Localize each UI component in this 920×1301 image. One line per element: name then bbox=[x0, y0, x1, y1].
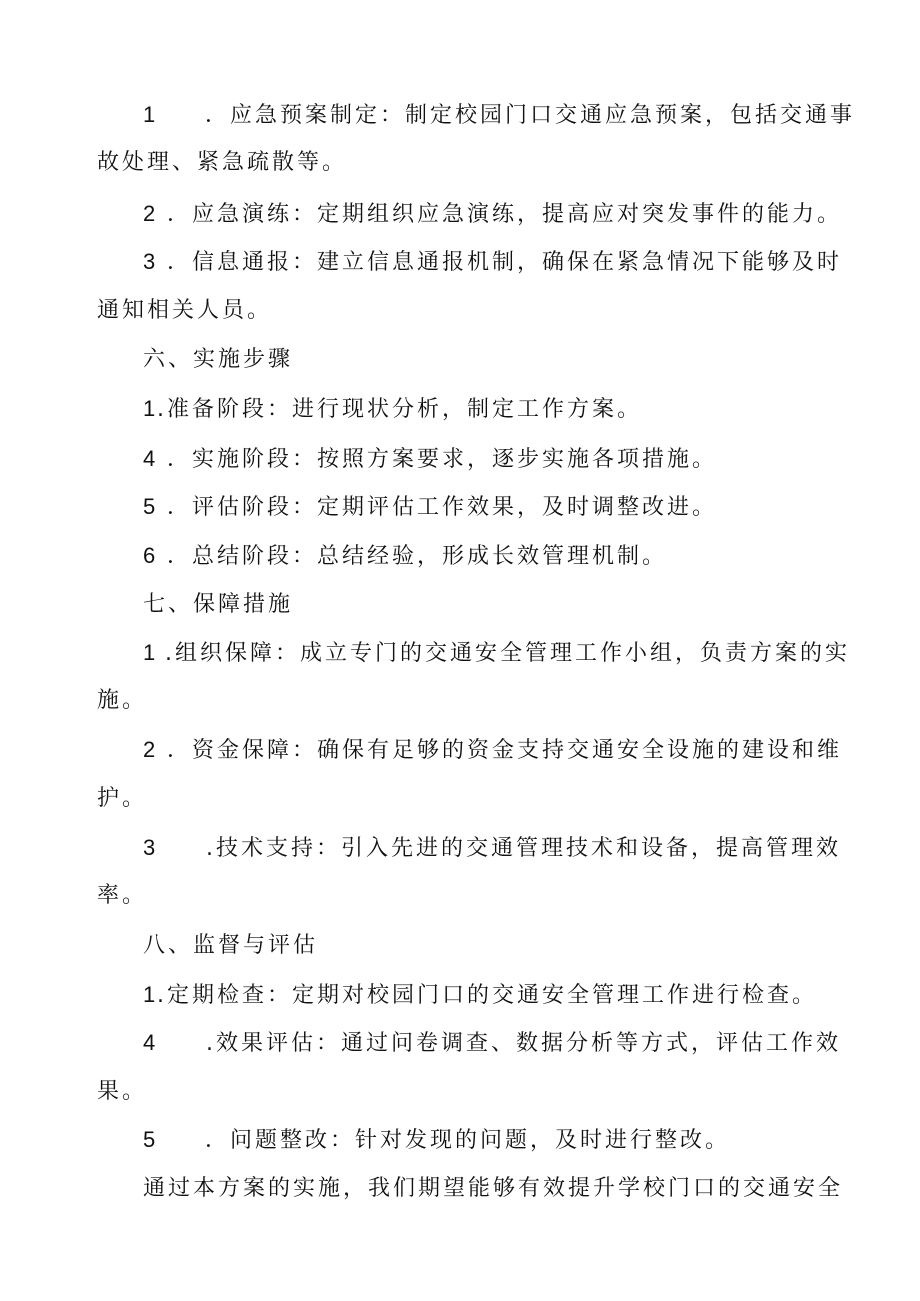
item-number: 5 bbox=[143, 494, 156, 519]
paragraph-text: 通过本方案的实施，我们期望能够有效提升学校门口的交通安全 bbox=[143, 1176, 844, 1201]
item-number: 1 bbox=[143, 102, 156, 127]
list-item-funding bbox=[143, 735, 842, 766]
item-text: ．问题整改：针对发现的问题，及时进行整改。 bbox=[205, 1128, 731, 1153]
list-item-inspection bbox=[143, 980, 817, 1011]
item-text: .定期检查：定期对校园门口的交通安全管理工作进行检查。 bbox=[157, 983, 817, 1008]
section-heading-safeguards bbox=[143, 590, 293, 620]
item-number: 4 bbox=[143, 446, 156, 471]
section-heading-implementation bbox=[143, 345, 293, 375]
item-text: 果。 bbox=[97, 1079, 148, 1104]
list-item-rectification bbox=[143, 1125, 730, 1156]
item-number: 1 bbox=[143, 396, 156, 421]
item-text: ．应急预案制定：制定校园门口交通应急预案，包括交通事 bbox=[205, 103, 856, 128]
list-item-summary bbox=[143, 541, 667, 572]
item-text: 施。 bbox=[97, 688, 148, 713]
item-number: 2 bbox=[143, 737, 156, 762]
list-item-emergency-drill bbox=[143, 199, 842, 230]
concluding-paragraph bbox=[143, 1174, 843, 1204]
item-text: ．实施阶段：按照方案要求，逐步实施各项措施。 bbox=[167, 447, 718, 472]
list-item-info-report bbox=[143, 247, 842, 278]
continuation-line bbox=[97, 784, 147, 814]
item-number: 1 bbox=[143, 640, 156, 665]
list-item-implementation bbox=[143, 444, 717, 475]
item-text: .技术支持：引入先进的交通管理技术和设备，提高管理效 bbox=[206, 836, 841, 861]
item-number: 2 bbox=[143, 201, 156, 226]
section-heading: 八、监督与评估 bbox=[143, 933, 319, 958]
continuation-line bbox=[97, 148, 347, 178]
item-text: ．资金保障：确保有足够的资金支持交通安全设施的建设和维 bbox=[167, 738, 843, 763]
item-text: ．评估阶段：定期评估工作效果，及时调整改进。 bbox=[167, 495, 718, 520]
item-text: 通知相关人员。 bbox=[97, 298, 273, 323]
item-text: .准备阶段：进行现状分析，制定工作方案。 bbox=[157, 397, 642, 422]
item-text: .组织保障：成立专门的交通安全管理工作小组，负责方案的实 bbox=[165, 641, 850, 666]
item-text: ．应急演练：定期组织应急演练，提高应对突发事件的能力。 bbox=[167, 202, 843, 227]
item-text: 故处理、紧急疏散等。 bbox=[97, 150, 348, 175]
item-number: 3 bbox=[143, 835, 156, 860]
list-item-technical bbox=[143, 833, 841, 864]
list-item-effect-evaluation bbox=[143, 1028, 841, 1059]
list-item-emergency-plan bbox=[143, 100, 855, 131]
continuation-line bbox=[97, 296, 272, 326]
item-number: 5 bbox=[143, 1127, 156, 1152]
item-text: ．总结阶段：总结经验，形成长效管理机制。 bbox=[167, 544, 668, 569]
section-heading: 七、保障措施 bbox=[143, 592, 294, 617]
section-heading-supervision bbox=[143, 931, 318, 961]
item-text: .效果评估：通过问卷调查、数据分析等方式，评估工作效 bbox=[206, 1031, 841, 1056]
item-number: 4 bbox=[143, 1030, 156, 1055]
list-item-evaluation bbox=[143, 492, 717, 523]
item-number: 1 bbox=[143, 982, 156, 1007]
item-text: ．信息通报：建立信息通报机制，确保在紧急情况下能够及时 bbox=[167, 250, 843, 275]
continuation-line bbox=[97, 686, 147, 716]
section-heading: 六、实施步骤 bbox=[143, 347, 294, 372]
item-text: 护。 bbox=[97, 786, 148, 811]
item-number: 6 bbox=[143, 543, 156, 568]
item-text: 率。 bbox=[97, 883, 148, 908]
list-item-preparation bbox=[143, 394, 642, 425]
list-item-organization bbox=[143, 638, 850, 669]
continuation-line bbox=[97, 1077, 147, 1107]
item-number: 3 bbox=[143, 249, 156, 274]
continuation-line bbox=[97, 881, 147, 911]
